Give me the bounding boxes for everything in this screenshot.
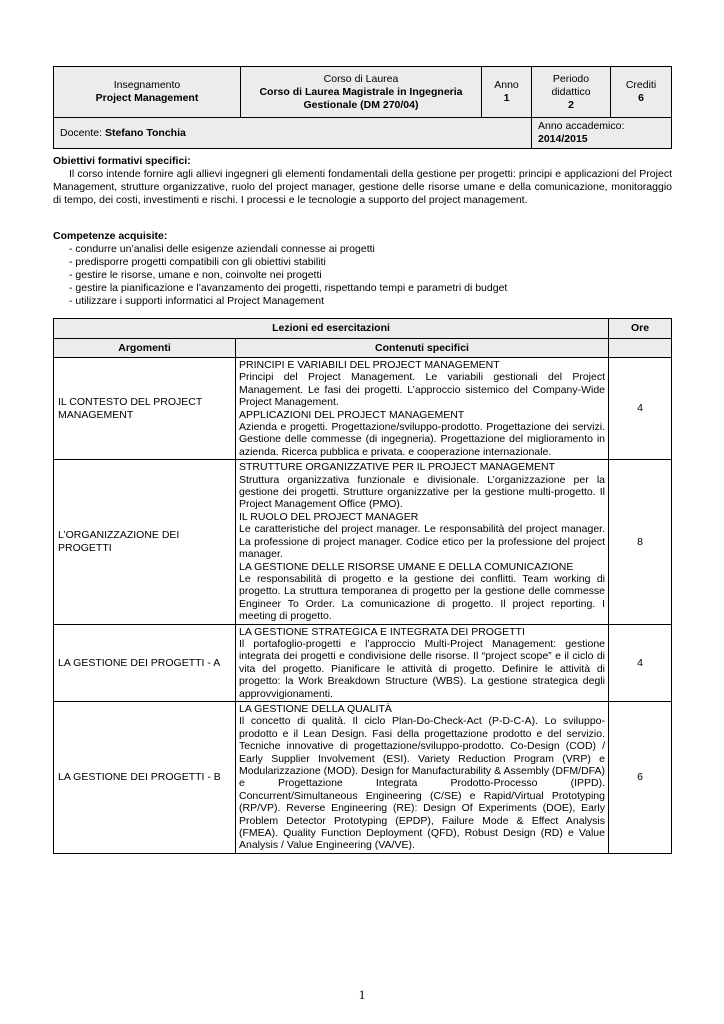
crediti-label: Crediti [625,79,657,91]
table-row [54,358,672,460]
competenze-item: - predisporre progetti compatibili con gli obiettivi stabiliti [69,256,326,268]
competenze-item: - gestire la pianificazione e l’avanzamento dei progetti, rispettando tempi e parametri di budget [69,282,508,294]
corso-cell [241,67,482,118]
contenuti-heading: APPLICAZIONI DEL PROJECT MANAGEMENT [239,408,465,421]
argomento-cell: IL CONTESTO DEL PROJECT MANAGEMENT [54,358,236,460]
ore-cell: 4 [609,624,672,701]
contenuti-heading: STRUTTURE ORGANIZZATIVE PER IL PROJECT MANAGEMENT [239,461,555,474]
obiettivi-title: Obiettivi formativi specifici: [53,155,191,167]
contenuti-text: Il concetto di qualità. Il ciclo Plan-Do-Check-Act (P-D-C-A). Lo sviluppo-prodotto e il Lean Design. Fasi della progettazione prodotto e del servizio. Tecniche innovative di progettazione/sviluppo-prodotto. Co-Design (COD) / Early Supplier Involvement (ESI). Variety Reduction Program (VRP) e Modularizzazione (MOD). Design for Manufacturability & Assembly (DFM/DFA) e Progettazione Integrata Prodotto-Processo (IPPD). Concurrent/Simultaneous Engineering (C/SE) e Rapid/Virtual Prototyping (RP/VP). Reverse Engineering (RE): Design Of Experiments (DOE), Early Problem Detector Prototyping (EPDP), Failure Mode & Effect Analysis (FMEA). Quality Function Deployment (QFD), Robust Design (RD) e Value Analysis / Value Engineering (VA/VE). [239,715,605,852]
corso-value: Corso di Laurea Magistrale in Ingegneria Gestionale (DM 270/04) [259,85,463,111]
docente-cell [54,118,532,149]
anno-accademico-cell [532,118,672,149]
competenze-item: - condurre un’analisi delle esigenze aziendali connesse ai progetti [69,243,375,255]
course-header-table [53,66,672,149]
periodo-value: 2 [568,98,574,111]
contenuti-cell [236,358,609,460]
contenuti-header: Contenuti specifici [236,339,609,358]
contenuti-text: Principi del Project Management. Le variabili gestionali del Project Management. Le fasi dei progetti. L’approccio sistemico del Company-Wide Project Management. [239,371,605,409]
contenuti-text: Le responsabilità di progetto e la gestione dei conflitti. Team working di progetto. La struttura temporanea di progetto per la gestione delle commesse Engineer To Order. La comunicazione di progetto. Il project reporting. I meeting di progetto. [239,572,605,623]
contenuti-text: Il portafoglio-progetti e l’approccio Multi-Project Management: gestione integrata dei progetti e condivisione delle risorse. Il “project scope” e il ciclo di vita del progetto. Pianificare le attività di progetto. Definire le attività di progetto: la Work Breakdown Structure (WBS). La gestione strategica degli approvvigionamenti. [239,637,605,700]
contenuti-heading: PRINCIPI E VARIABILI DEL PROJECT MANAGEMENT [239,359,500,371]
contenuti-cell [236,460,609,624]
argomenti-header: Argomenti [54,339,236,358]
corso-label: Corso di Laurea [323,72,399,85]
argomento-cell: L’ORGANIZZAZIONE DEI PROGETTI [54,460,236,624]
competenze-title: Competenze acquisite: [53,230,168,242]
periodo-label: Periodo didattico [551,72,591,98]
ore-header-blank [609,339,672,358]
ore-cell: 4 [609,358,672,460]
contenuti-text: Le caratteristiche del project manager. Le responsabilità del project manager. La professione di project manager. Codice etico per la professione del project manager. [239,523,605,561]
competenze-item: - utilizzare i supporti informatici al Project Management [69,295,325,307]
ore-cell: 8 [609,460,672,624]
ore-header: Ore [609,319,672,339]
lezioni-table [53,318,672,854]
obiettivi-text: Il corso intende fornire agli allievi ingegneri gli elementi fondamentali della gestione per progetti: principi e applicazioni del Project Management, strutture organizzative, ruolo del project manager, gestione delle risorse umane e della comunicazione, monitoraggio di tempo, dei costi, investimenti e rischi. I processi e le tecnologie a supporto del project management. [53,168,672,206]
argomento-cell: LA GESTIONE DEI PROGETTI - A [54,624,236,701]
insegnamento-label: Insegnamento [113,79,181,91]
contenuti-heading: LA GESTIONE STRATEGICA E INTEGRATA DEI PROGETTI [239,625,525,638]
anno-accademico-label: Anno accademico: [538,120,625,132]
crediti-value: 6 [638,92,644,104]
competenze-section [53,230,672,308]
periodo-cell [532,67,611,118]
obiettivi-section [53,155,672,207]
anno-label: Anno [494,79,519,91]
anno-accademico-value: 2014/2015 [538,133,588,145]
competenze-item: - gestire le risorse, umane e non, coinvolte nei progetti [69,269,322,281]
contenuti-heading: LA GESTIONE DELLE RISORSE UMANE E DELLA COMUNICAZIONE [239,560,574,573]
contenuti-text: Struttura organizzativa funzionale e divisionale. L’organizzazione per la gestione dei progetti. Strutture organizzative per la gestione multi-progetto. Il Project Management Office (PMO). [239,473,605,511]
lezioni-title: Lezioni ed esercitazioni [54,319,609,339]
anno-value: 1 [503,92,510,104]
docente-value: Stefano Tonchia [104,126,186,139]
contenuti-heading: IL RUOLO DEL PROJECT MANAGER [239,510,419,523]
anno-cell [482,67,532,118]
page-number: 1 [358,987,366,1002]
table-row [54,460,672,624]
contenuti-cell [236,624,609,701]
contenuti-text: Azienda e progetti. Progettazione/sviluppo-prodotto. Progettazione dei servizi. Gestione delle commesse (di ingegneria). Progettazione del miglioramento in azienda. Ricerca pubblica e privata. e cooperazione internazionale. [239,421,605,458]
docente-label: Docente: [60,126,103,139]
contenuti-heading: LA GESTIONE DELLA QUALITÀ [239,702,392,715]
table-row [54,701,672,853]
ore-cell: 6 [609,701,672,853]
insegnamento-cell [54,67,241,118]
contenuti-cell [236,701,609,853]
argomento-cell: LA GESTIONE DEI PROGETTI - B [54,701,236,853]
table-row [54,624,672,701]
insegnamento-value: Project Management [95,92,199,104]
crediti-cell [611,67,672,118]
